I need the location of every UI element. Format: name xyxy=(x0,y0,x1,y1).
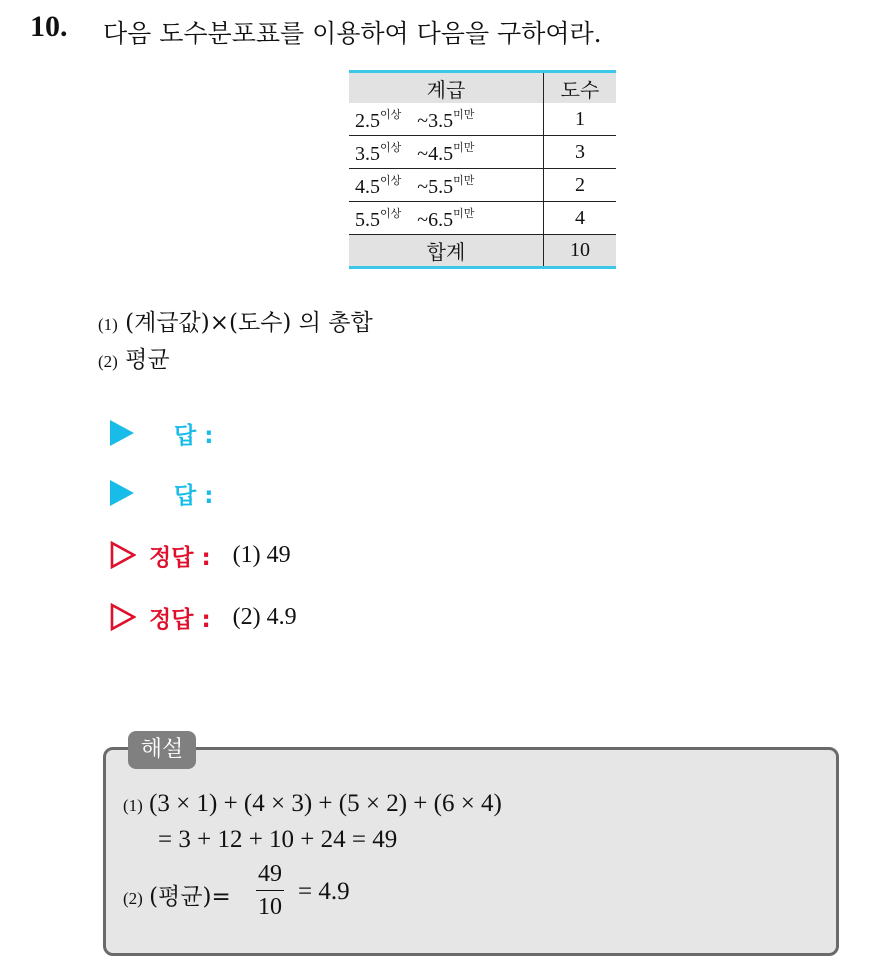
frequency-value: 3 xyxy=(544,136,617,169)
total-value: 10 xyxy=(544,235,617,268)
table-row xyxy=(349,103,616,136)
solution-result: = 4.9 xyxy=(298,878,350,905)
triangle-filled-icon xyxy=(110,480,134,506)
solution-title: 해설 xyxy=(128,731,196,769)
triangle-filled-icon xyxy=(110,420,134,446)
header-frequency: 도수 xyxy=(544,72,617,104)
answer-line-2 xyxy=(110,475,213,511)
solution-line-3: (2) (평균)= xyxy=(123,884,231,910)
correct-label: 정답 : xyxy=(149,544,211,571)
fraction xyxy=(256,860,284,921)
frequency-value: 4 xyxy=(544,202,617,235)
table-total-row xyxy=(349,235,616,268)
correct-value: (1) 49 xyxy=(232,541,291,568)
class-interval: $5.5^{이상}$ $\sim 6.5^{미만}$ xyxy=(349,202,544,235)
table-row xyxy=(349,202,616,235)
frequency-value: 2 xyxy=(544,169,617,202)
total-label: 합계 xyxy=(349,235,544,268)
subquestion-1: (1) (계급값)×(도수) 의 총합 xyxy=(98,310,373,336)
answer-label: 답 : xyxy=(174,482,214,509)
correct-value: (2) 4.9 xyxy=(232,603,297,630)
question-text: 다음 도수분포표를 이용하여 다음을 구하여라. xyxy=(103,19,602,48)
table-header-row xyxy=(349,72,616,104)
triangle-outline-icon xyxy=(110,603,136,631)
answer-line-1 xyxy=(110,415,213,451)
fraction-numerator: 49 xyxy=(256,860,284,891)
answer-label: 답 : xyxy=(174,422,214,449)
correct-answer-1 xyxy=(110,537,291,573)
triangle-outline-icon xyxy=(110,541,136,569)
frequency-table xyxy=(349,70,616,269)
question-number: 10. xyxy=(30,10,68,43)
solution-line-2: = 3 + 12 + 10 + 24 = 49 xyxy=(158,826,398,853)
header-class: 계급 xyxy=(349,72,544,104)
table-row xyxy=(349,136,616,169)
class-interval: $2.5^{이상}$ $\sim 3.5^{미만}$ xyxy=(349,103,544,136)
correct-answer-2 xyxy=(110,599,297,635)
class-interval: $3.5^{이상}$ $\sim 4.5^{미만}$ xyxy=(349,136,544,169)
class-interval: $4.5^{이상}$ $\sim 5.5^{미만}$ xyxy=(349,169,544,202)
frequency-value: 1 xyxy=(544,103,617,136)
fraction-denominator: 10 xyxy=(258,894,282,920)
correct-label: 정답 : xyxy=(149,606,211,633)
subquestion-2: (2) 평균 xyxy=(98,347,170,373)
solution-line-1: (1) (3 × 1) + (4 × 3) + (5 × 2) + (6 × 4) xyxy=(123,790,502,817)
table-row xyxy=(349,169,616,202)
